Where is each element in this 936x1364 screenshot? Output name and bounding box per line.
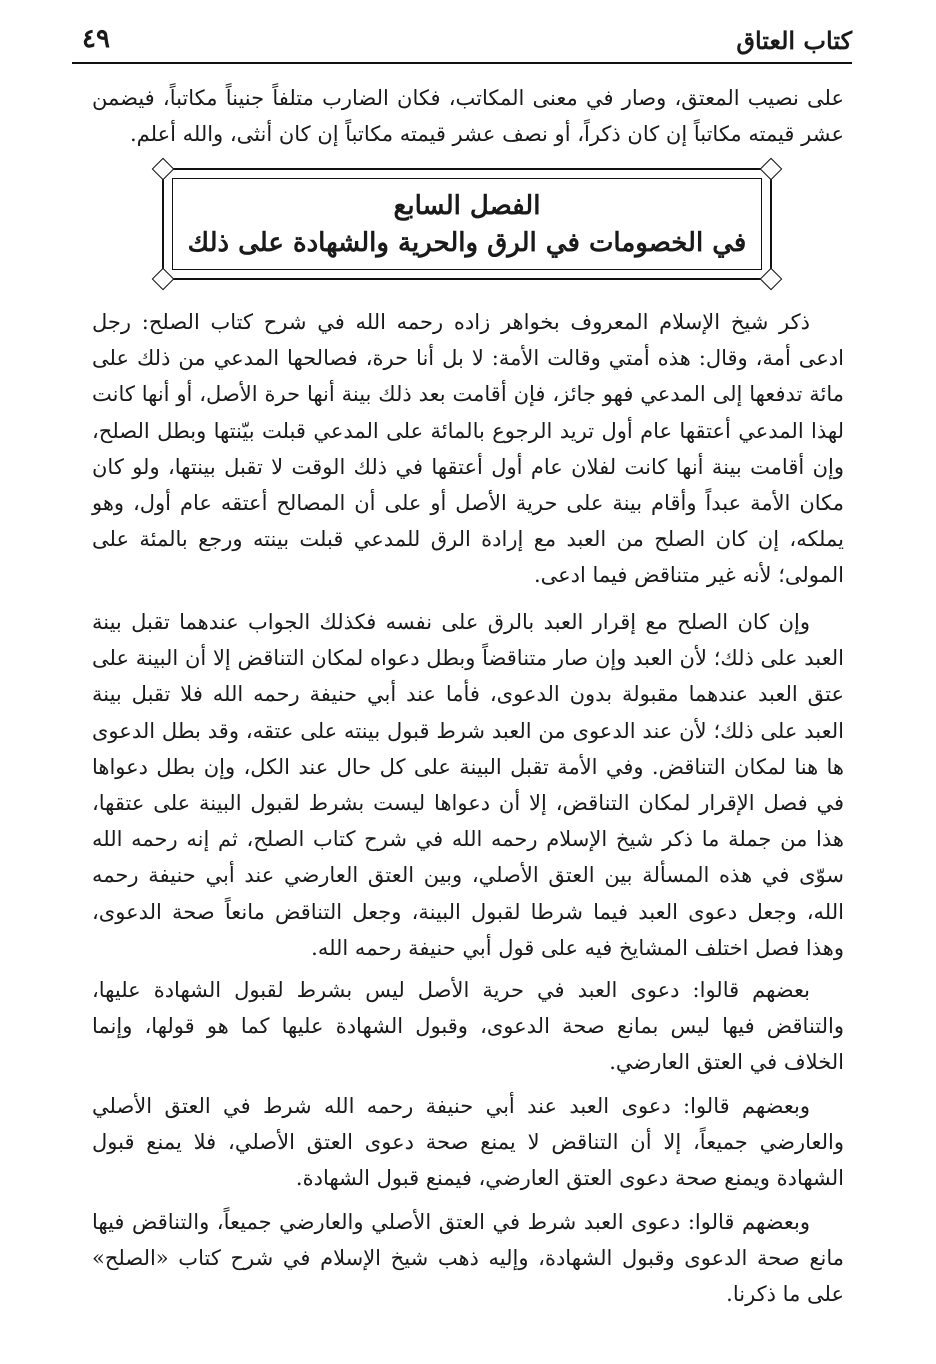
paragraph: وإن كان الصلح مع إقرار العبد بالرق على نفسه فكذلك الجواب عندهما تقبل بينة العبد على ذلك؛ لأن العبد وإن صار متناقضاً وبطل دعواه لمكان التناقض إلا أن البينة على عتق العبد عندهما مقبولة بدون الدعوى، فأما عند أبي حنيفة رحمه الله فلا تقبل بينة العبد على ذلك؛ لأن عند الدعوى من العبد شرط قبول بينته على عتقه، وقد بطل الدعوى ها هنا لمكان التناقض. وفي الأمة تقبل البينة على كل حال عند الكل، وإن بطل دعواها في فصل الإقرار لمكان التناقض، إلا أن دعواها ليست بشرط لقبول البينة على عتقها، هذا من جملة ما ذكر شيخ الإسلام رحمه الله في شرح كتاب الصلح، ثم إنه رحمه الله سوّى في هذه المسألة بين العتق الأصلي، وبين العتق العارضي عند أبي حنيفة رحمه الله، وجعل دعوى العبد فيما شرطا لقبول البينة، وجعل التناقض مانعاً صحة الدعوى، وهذا فصل اختلف المشايخ فيه على قول أبي حنيفة رحمه الله.	[92, 610, 844, 960]
frame-corner-ornament	[760, 158, 783, 181]
page-number: ٤٩	[82, 24, 110, 54]
book-title: كتاب العتاق	[736, 26, 852, 55]
frame-corner-ornament	[152, 268, 175, 291]
paragraph: وبعضهم قالوا: دعوى العبد عند أبي حنيفة رحمه الله شرط في العتق الأصلي والعارضي جميعاً، إلا أن التناقض لا يمنع صحة دعوى العتق الأصلي، فلا يمنع قبول الشهادة ويمنع صحة دعوى العتق العارضي، فيمنع قبول الشهادة.	[92, 1094, 844, 1191]
paragraph: بعضهم قالوا: دعوى العبد في حرية الأصل ليس بشرط لقبول الشهادة عليها، والتناقض فيها ليس بمانع صحة الدعوى، وقبول الشهادة عليها كما هو قولها، وإنما الخلاف في العتق العارضي.	[92, 978, 844, 1075]
chapter-heading-box	[162, 168, 772, 280]
paragraph-continuation: على نصيب المعتق، وصار في معنى المكاتب، فكان الضارب متلفاً جنيناً مكاتباً، فيضمن عشر قيمته مكاتباً إن كان ذكراً، أو نصف عشر قيمته مكاتباً إن كان أنثى، والله أعلم.	[92, 86, 844, 147]
paragraph: وبعضهم قالوا: دعوى العبد شرط في العتق الأصلي والعارضي جميعاً، والتناقض فيها مانع صحة الدعوى وقبول الشهادة، وإليه ذهب شيخ الإسلام في شرح كتاب «الصلح» على ما ذكرنا.	[92, 1210, 844, 1307]
paragraph: ذكر شيخ الإسلام المعروف بخواهر زاده رحمه الله في شرح كتاب الصلح: رجل ادعى أمة، وقال: هذه أمتي وقالت الأمة: لا بل أنا حرة، فصالحها المدعي من ذلك على مائة تدفعها إلى المدعي فهو جائز، فإن أقامت بعد ذلك بينة أنها حرة الأصل، أو أنها كانت لهذا المدعي أعتقها عام أول تريد الرجوع بالمائة على المدعي قبلت بيّنتها وبطل الصلح، وإن أقامت بينة أنها كانت لفلان عام أول أعتقها في ذلك الوقت لا تقبل بينتها، ولو كان مكان الأمة عبداً وأقام بينة على حرية الأصل أو على أن المصالح أعتقه عام أول، وهو يملكه، إن كان الصلح من العبد مع إرادة الرق للمدعي قبلت بينته ورجع بالمئة على المولى؛ لأنه غير متناقض فيما ادعى.	[92, 310, 844, 588]
running-header	[72, 18, 852, 64]
chapter-title: الفصل السابع	[393, 191, 541, 221]
frame-corner-ornament	[760, 268, 783, 291]
frame-corner-ornament	[152, 158, 175, 181]
chapter-subtitle: في الخصومات في الرق والحرية والشهادة على ذلك	[187, 228, 747, 258]
chapter-heading-inner-frame	[172, 178, 762, 270]
